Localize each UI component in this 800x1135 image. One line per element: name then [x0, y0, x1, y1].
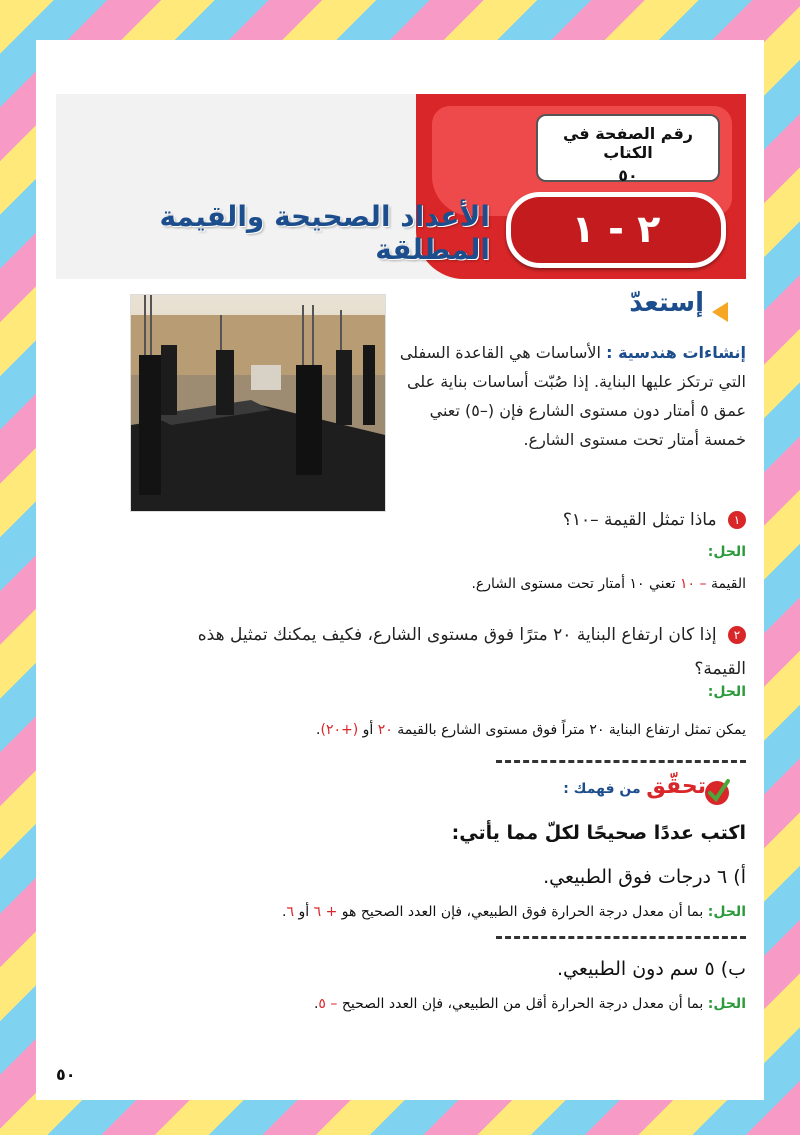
divider-dashed: [496, 760, 746, 763]
worksheet-page: [36, 40, 764, 1100]
solution-a-value: + ٦: [313, 904, 338, 920]
solution-1: [236, 576, 746, 592]
solution-label: الحل:: [707, 904, 746, 920]
solution-a: [196, 904, 746, 920]
solution-a-prefix: بما أن معدل درجة الحرارة فوق الطبيعي، فإن العدد الصحيح هو: [341, 904, 704, 920]
solution-1-prefix: القيمة: [710, 576, 746, 592]
solution-label: الحل:: [707, 684, 746, 700]
solution-a-value-2: ٦: [286, 904, 295, 920]
book-page-label: رقم الصفحة في الكتاب: [562, 124, 694, 162]
prepare-text: الأساسات هي القاعدة السفلى التي ترتكز عليها البناية. إذا صُبّت أساسات بناية على عمق ٥ أمتار دون مستوى الشارع فإن (–٥) تعني خمسة أمتار تحت مستوى الشارع.: [399, 343, 746, 449]
solution-b: [196, 996, 746, 1012]
book-page-number: ٥٠: [618, 166, 638, 185]
prepare-heading: [556, 288, 746, 328]
item-a: أ) ٦ درجات فوق الطبيعي.: [543, 866, 746, 888]
solution-2-end: .: [316, 722, 321, 738]
solution-label: الحل:: [707, 544, 746, 560]
question-1-text: ماذا تمثل القيمة –١٠؟: [562, 510, 717, 530]
prepare-heading-text: إستعدّ: [629, 288, 704, 318]
question-number-badge: ٢: [728, 626, 746, 644]
solution-1-suffix: تعني ١٠ أمتار تحت مستوى الشارع.: [471, 576, 676, 592]
task-text: اكتب عددًا صحيحًا لكلّ مما يأتي:: [451, 822, 746, 844]
solution-b-end: .: [313, 996, 319, 1012]
lesson-number-pill: ٢ - ١: [506, 192, 726, 268]
question-2-text: إذا كان ارتفاع البناية ٢٠ مترًا فوق مستوى الشارع، فكيف يمكنك تمثيل هذه القيمة؟: [197, 625, 746, 679]
topic-label: إنشاءات هندسية :: [606, 343, 746, 362]
solution-2-prefix: يمكن تمثل ارتفاع البناية ٢٠ متراً فوق مستوى الشارع بالقيمة: [397, 722, 746, 738]
check-heading-small: من فهمك :: [563, 781, 641, 797]
foundation-photo: [130, 294, 386, 512]
question-2: [156, 618, 746, 686]
solution-a-mid: أو: [298, 904, 310, 920]
solution-label: الحل:: [707, 996, 746, 1012]
solution-b-prefix: بما أن معدل درجة الحرارة أقل من الطبيعي، فإن العدد الصحيح: [341, 996, 704, 1012]
solution-2-value-2: (+٢٠): [320, 722, 359, 738]
check-heading-big: تحقّق: [646, 774, 706, 799]
question-1: [336, 510, 746, 530]
solution-b-value: – ٥: [318, 996, 338, 1012]
solution-a-end: .: [282, 904, 287, 920]
prepare-paragraph: [386, 338, 746, 454]
solution-2: [186, 722, 746, 738]
question-number-badge: ١: [728, 511, 746, 529]
page-number: ٥٠: [56, 1065, 76, 1084]
solution-1-value: – ١٠: [679, 576, 707, 592]
check-heading: [536, 774, 746, 814]
solution-2-value-1: ٢٠: [377, 722, 393, 738]
item-b: ب) ٥ سم دون الطبيعي.: [557, 958, 746, 980]
lesson-title: الأعداد الصحيحة والقيمة المطلقة: [159, 200, 490, 266]
divider-dashed: [496, 936, 746, 939]
solution-2-mid: أو: [362, 722, 374, 738]
book-page-box: [536, 114, 720, 185]
